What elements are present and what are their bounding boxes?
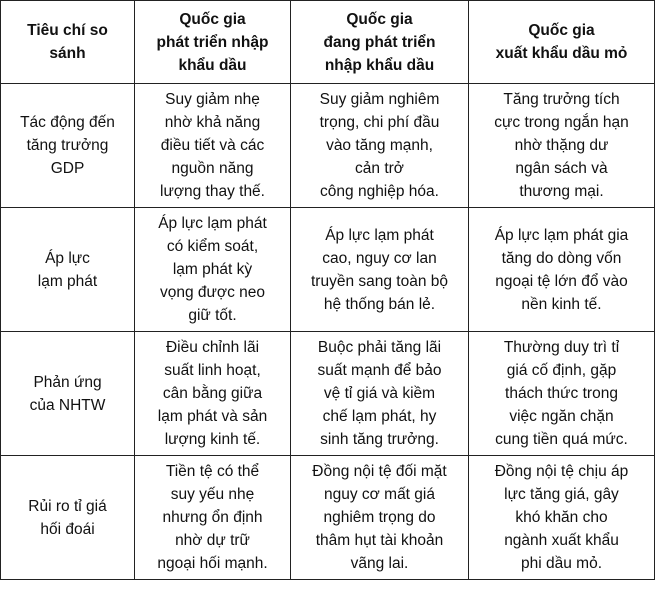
table-row — [1, 332, 655, 456]
table-cell: Buộc phải tăng lãi suất mạnh để bảo vệ tỉ giá và kiềm chế lạm phát, hy sinh tăng trưởng. — [291, 332, 469, 456]
table-cell: Áp lực lạm phát cao, nguy cơ lan truyền sang toàn bộ hệ thống bán lẻ. — [291, 208, 469, 332]
table-cell: Suy giảm nghiêm trọng, chi phí đầu vào tăng mạnh, cản trở công nghiệp hóa. — [291, 84, 469, 208]
header-row — [1, 1, 655, 84]
row-label-gdp: Tác động đến tăng trưởng GDP — [1, 84, 135, 208]
row-label-central-bank: Phản ứng của NHTW — [1, 332, 135, 456]
header-developed-importers: Quốc gia phát triển nhập khẩu dầu — [135, 1, 291, 84]
table-cell: Tiền tệ có thể suy yếu nhẹ nhưng ổn định nhờ dự trữ ngoại hối mạnh. — [135, 456, 291, 580]
table-row — [1, 84, 655, 208]
table-cell: Tăng trưởng tích cực trong ngắn hạn nhờ thặng dư ngân sách và thương mại. — [469, 84, 655, 208]
table-row — [1, 208, 655, 332]
table-row — [1, 456, 655, 580]
table-cell: Đồng nội tệ chịu áp lực tăng giá, gây khó khăn cho ngành xuất khẩu phi dầu mỏ. — [469, 456, 655, 580]
table-cell: Đồng nội tệ đối mặt nguy cơ mất giá nghiêm trọng do thâm hụt tài khoản vãng lai. — [291, 456, 469, 580]
table-cell: Áp lực lạm phát gia tăng do dòng vốn ngoại tệ lớn đổ vào nền kinh tế. — [469, 208, 655, 332]
header-criteria: Tiêu chí so sánh — [1, 1, 135, 84]
table-cell: Suy giảm nhẹ nhờ khả năng điều tiết và các nguồn năng lượng thay thế. — [135, 84, 291, 208]
table-cell: Thường duy trì tỉ giá cố định, gặp thách thức trong việc ngăn chặn cung tiền quá mức. — [469, 332, 655, 456]
row-label-fx-risk: Rủi ro tỉ giá hối đoái — [1, 456, 135, 580]
table-cell: Điều chỉnh lãi suất linh hoạt, cân bằng giữa lạm phát và sản lượng kinh tế. — [135, 332, 291, 456]
header-oil-exporters: Quốc gia xuất khẩu dầu mỏ — [469, 1, 655, 84]
header-developing-importers: Quốc gia đang phát triển nhập khẩu dầu — [291, 1, 469, 84]
row-label-inflation: Áp lực lạm phát — [1, 208, 135, 332]
table-cell: Áp lực lạm phát có kiểm soát, lạm phát kỳ vọng được neo giữ tốt. — [135, 208, 291, 332]
